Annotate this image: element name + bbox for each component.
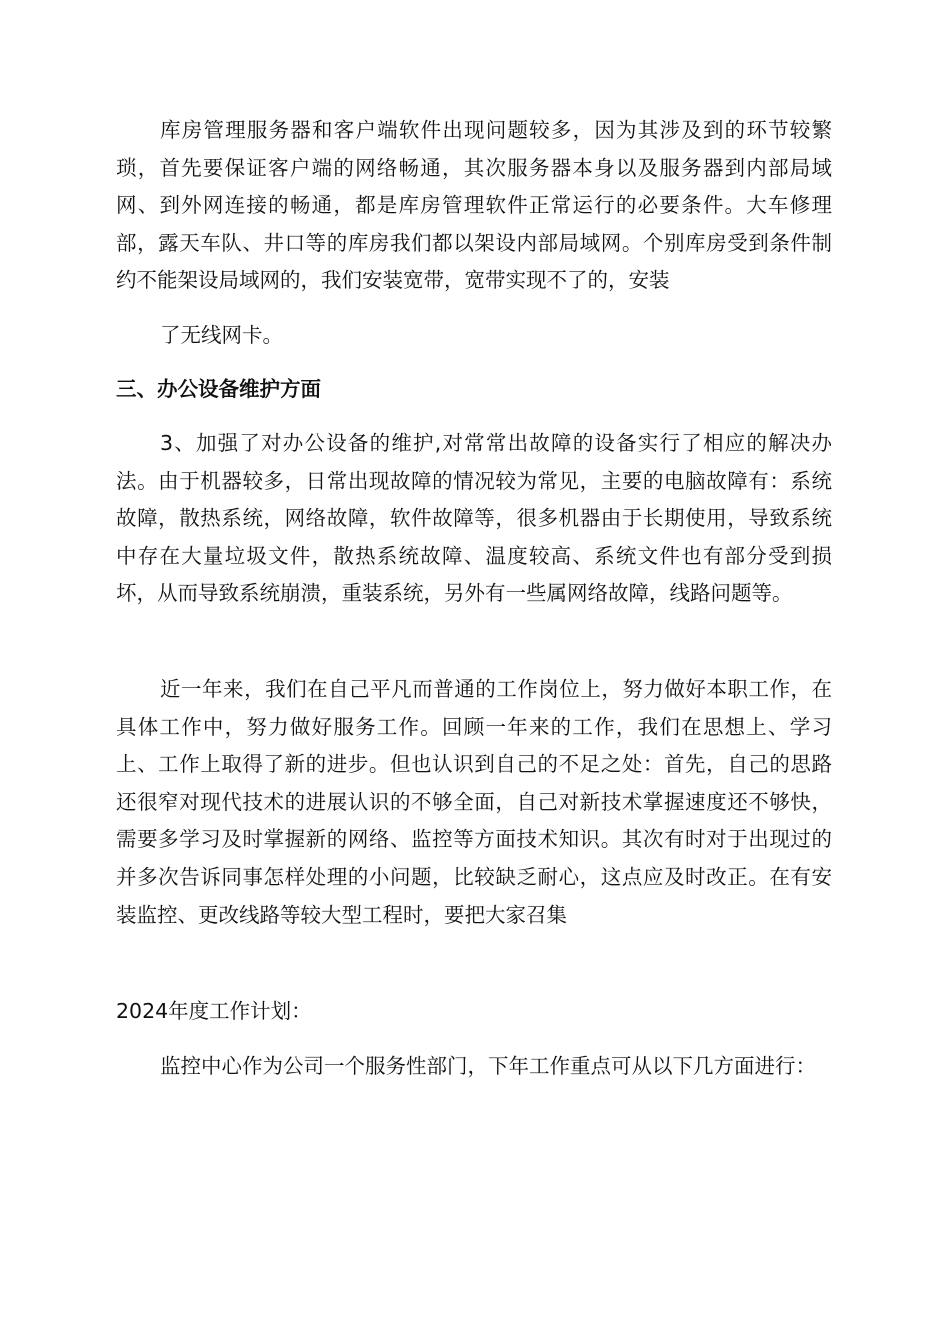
- paragraph-warehouse-server-tail: 了无线网卡。: [160, 323, 283, 347]
- paragraph-year-review: 近一年来，我们在自己平凡而普通的工作岗位上，努力做好本职工作，在具体工作中，努力做好服务工作。回顾一年来的工作，我们在思想上、学习上、工作上取得了新的进步。但也认识到自己的不足之处：首先，自己的思路还很窄对现代技术的进展认识的不够全面，自己对新技术掌握速度还不够快，需要多学习及时掌握新的网络、监控等方面技术知识。其次有时对于出现过的并多次告诉同事怎样处理的小问题，比较缺乏耐心，这点应及时改正。在有安装监控、更改线路等较大型工程时，要把大家召集: [116, 677, 832, 927]
- paragraph-warehouse-server: 库房管理服务器和客户端软件出现问题较多，因为其涉及到的环节较繁琐，首先要保证客户端的网络畅通，其次服务器本身以及服务器到内部局域网、到外网连接的畅通，都是库房管理软件正常运行的必要条件。大车修理部，露天车队、井口等的库房我们都以架设内部局域网。个别库房受到条件制约不能架设局域网的，我们安装宽带，宽带实现不了的，安装: [116, 118, 832, 293]
- section-heading-office-equipment: 三、办公设备维护方面: [116, 377, 321, 401]
- work-plan-title: 2024年度工作计划：: [116, 999, 312, 1023]
- paragraph-monitoring-center: 监控中心作为公司一个服务性部门，下年工作重点可从以下几方面进行：: [160, 1054, 816, 1078]
- paragraph-office-equipment-maintenance: 3、加强了对办公设备的维护,对常常出故障的设备实行了相应的解决办法。由于机器较多，日常出现故障的情况较为常见，主要的电脑故障有：系统故障，散热系统，网络故障，软件故障等，很多机器由于长期使用，导致系统中存在大量垃圾文件，散热系统故障、温度较高、系统文件也有部分受到损坏，从而导致系统崩溃，重装系统，另外有一些属网络故障，线路问题等。: [116, 431, 832, 606]
